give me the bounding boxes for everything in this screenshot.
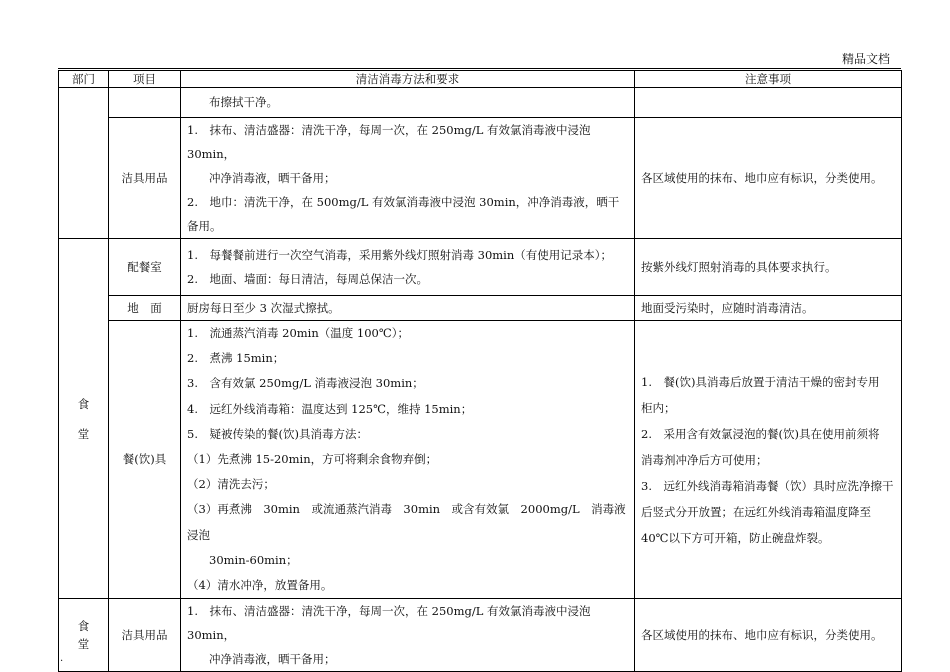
- method-line: （2）清洗去污；: [187, 477, 275, 492]
- header-item: 项目: [109, 71, 181, 88]
- item-cell: 配餐室: [109, 239, 181, 296]
- method-line: 2. 地面、墙面：每日清洁，每周总保洁一次。: [187, 272, 428, 286]
- header-method: 清洁消毒方法和要求: [181, 71, 635, 88]
- method-line: 2. 地巾：清洗干净，在 500mg/L 有效氯消毒液中浸泡 30min，冲净消毒液，晒干备用。: [187, 195, 620, 233]
- method-line: 布擦拭干净。: [209, 95, 278, 110]
- method-line: 冲净消毒液，晒干备用；: [209, 171, 336, 185]
- method-cell: [181, 118, 635, 239]
- notes-cell: 各区域使用的抹布、地巾应有标识，分类使用。: [635, 599, 902, 672]
- notes-cell: 各区域使用的抹布、地巾应有标识，分类使用。: [635, 118, 902, 239]
- disinfection-table: [58, 70, 902, 672]
- method-line: 1. 流通蒸汽消毒 20min（温度 100℃）；: [187, 326, 409, 340]
- table-row: [59, 321, 902, 599]
- method-line: 30min-60min；: [209, 552, 298, 567]
- method-cell: [181, 88, 635, 118]
- method-line: 4. 远红外线消毒箱：温度达到 125℃，维持 15min；: [187, 401, 473, 416]
- method-line: 2. 煮沸 15min；: [187, 351, 285, 366]
- header-notes: 注意事项: [635, 71, 902, 88]
- dept-cell-canteen: [59, 239, 109, 599]
- method-line: （4）清水冲净，放置备用。: [187, 578, 333, 593]
- page-mark: .: [60, 653, 64, 664]
- table-row: [59, 599, 902, 672]
- method-line: 1. 每餐餐前进行一次空气消毒，采用紫外线灯照射消毒 30min（有使用记录本）；: [187, 248, 612, 262]
- item-cell: 洁具用品: [109, 118, 181, 239]
- method-line: 冲净消毒液，晒干备用；: [209, 652, 336, 667]
- table-row: [59, 239, 902, 296]
- header-rule: [58, 68, 901, 69]
- notes-line: 柜内；: [641, 400, 676, 415]
- method-cell: [181, 296, 635, 321]
- table-row: [59, 296, 902, 321]
- dept-char: 堂: [77, 637, 90, 652]
- notes-line: 消毒剂冲净后方可使用；: [641, 452, 768, 467]
- notes-line: 3. 远红外线消毒箱消毒餐（饮）具时应洗净擦干: [641, 478, 894, 493]
- notes-cell: 地面受污染时，应随时消毒清洁。: [635, 296, 902, 321]
- method-line: （1）先煮沸 15-20min，方可将剩余食物弃倒；: [187, 452, 438, 467]
- method-line: 1. 抹布、清洁盛器：清洗干净，每周一次，在 250mg/L 有效氯消毒液中浸泡 30min，: [187, 604, 591, 643]
- notes-line: 40℃以下方可开箱，防止碗盘炸裂。: [641, 530, 830, 545]
- table-row: [59, 88, 902, 118]
- dept-char: 堂: [77, 426, 90, 441]
- watermark: 精品文档: [841, 52, 890, 66]
- method-line: 厨房每日至少 3 次湿式擦拭。: [187, 300, 340, 315]
- notes-line: 后竖式分开放置；在远红外线消毒箱温度降至: [641, 504, 871, 519]
- item-cell: 餐(饮)具: [109, 321, 181, 599]
- method-line: 1. 抹布、清洁盛器：清洗干净，每周一次，在 250mg/L 有效氯消毒液中浸泡 30min，: [187, 123, 591, 161]
- table-header-row: [59, 71, 902, 88]
- notes-cell: [635, 88, 902, 118]
- dept-cell-canteen: [59, 599, 109, 672]
- header-dept: 部门: [59, 71, 109, 88]
- notes-cell: 按紫外线灯照射消毒的具体要求执行。: [635, 239, 902, 296]
- method-line: 3. 含有效氯 250mg/L 消毒液浸泡 30min；: [187, 376, 424, 391]
- dept-cell: [59, 88, 109, 239]
- method-cell: [181, 599, 635, 672]
- item-cell: 洁具用品: [109, 599, 181, 672]
- dept-char: 食: [77, 396, 90, 411]
- notes-cell: [635, 321, 902, 599]
- method-cell: [181, 321, 635, 599]
- method-line: 5. 疑被传染的餐(饮)具消毒方法：: [187, 426, 368, 441]
- notes-line: 1. 餐(饮)具消毒后放置于清洁干燥的密封专用: [641, 374, 880, 389]
- method-line: （3）再煮沸 30min 或流通蒸汽消毒 30min 或含有效氯 2000mg/L 消毒液浸泡: [187, 502, 626, 542]
- table-row: [59, 118, 902, 239]
- dept-char: 食: [77, 619, 90, 634]
- method-cell: [181, 239, 635, 296]
- notes-line: 2. 采用含有效氯浸泡的餐(饮)具在使用前须将: [641, 426, 880, 441]
- item-cell: [109, 88, 181, 118]
- item-cell: 地 面: [109, 296, 181, 321]
